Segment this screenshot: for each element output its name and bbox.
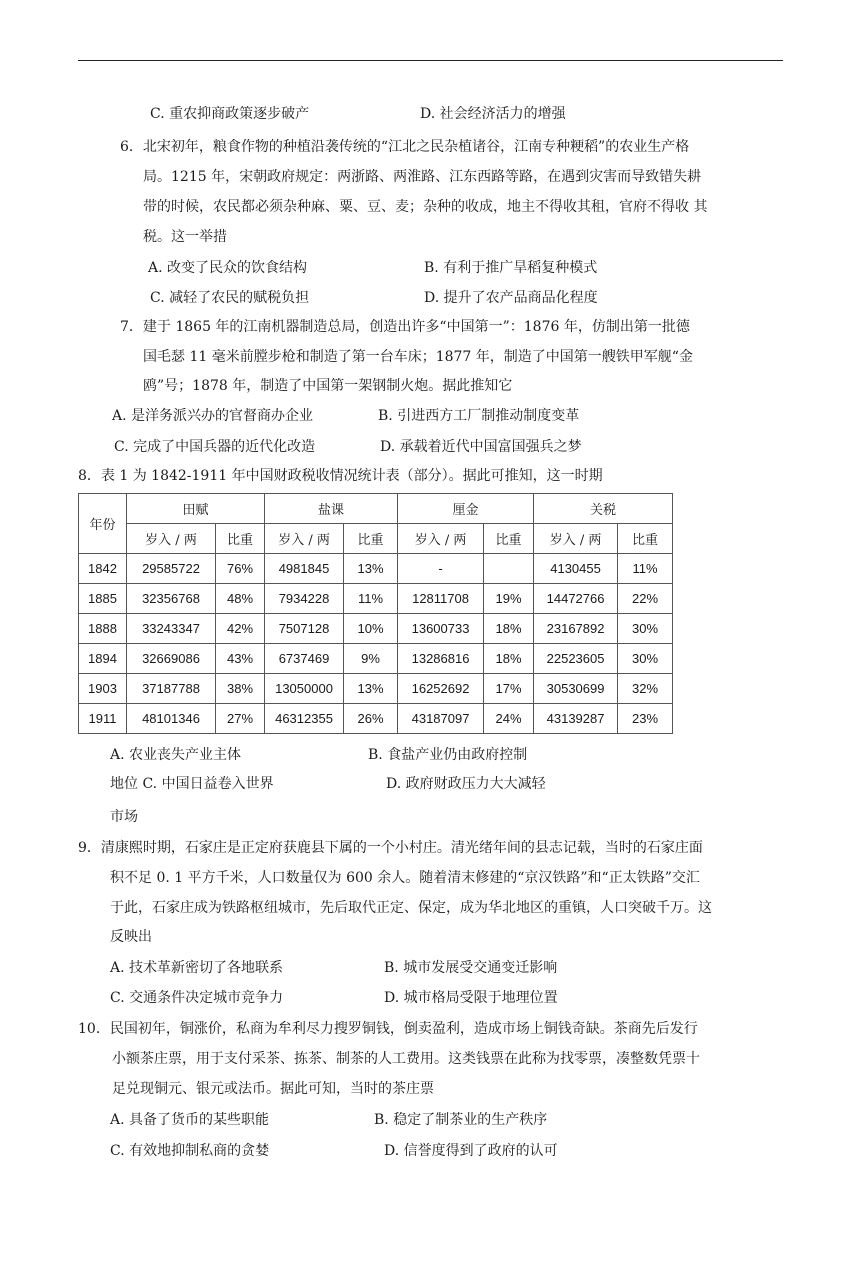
table-cell: 13050000 — [265, 674, 344, 704]
q7-option-c: C. 完成了中国兵器的近代化改造 — [114, 439, 316, 455]
table-row — [79, 644, 673, 674]
table-cell: 11% — [344, 584, 398, 614]
table-cell: 30% — [618, 614, 673, 644]
table-cell: 32356768 — [127, 584, 216, 614]
q6-stem-line1: 6．北宋初年，粮食作物的种植沿袭传统的“江北之民杂植诸谷，江南专种粳稻”的农业生产格 — [120, 139, 690, 155]
table-cell: 24% — [484, 704, 534, 734]
q5-option-c: C. 重农抑商政策逐步破产 — [150, 106, 310, 122]
header-rule — [78, 60, 783, 61]
q10-stem-line3: 足兑现铜元、银元或法币。据此可知，当时的茶庄票 — [112, 1081, 434, 1097]
table-cell — [484, 554, 534, 584]
table-cell: 30530699 — [534, 674, 618, 704]
table-cell: 1903 — [79, 674, 127, 704]
table-cell: 42% — [216, 614, 265, 644]
q6-option-a: A. 改变了民众的饮食结构 — [148, 260, 308, 276]
table-cell: 1885 — [79, 584, 127, 614]
table-cell: 32% — [618, 674, 673, 704]
q6-stem-line3: 带的时候，农民都必须杂种麻、粟、豆、麦；杂种的收成，地主不得收其租，官府不得收 其 — [143, 199, 708, 215]
table-cell: 4130455 — [534, 554, 618, 584]
q10-option-a: A. 具备了货币的某些职能 — [110, 1112, 270, 1128]
table-cell: - — [398, 554, 484, 584]
table-cell: 18% — [484, 644, 534, 674]
header-group-guanshui: 关税 — [534, 494, 673, 524]
q8-option-a: A. 农业丧失产业主体 — [110, 747, 242, 763]
q7-option-a: A. 是洋务派兴办的官督商办企业 — [112, 408, 314, 424]
table-cell: 29585722 — [127, 554, 216, 584]
q10-option-d: D. 信誉度得到了政府的认可 — [384, 1143, 558, 1159]
subheader-ratio: 比重 — [216, 524, 265, 554]
table-cell: 33243347 — [127, 614, 216, 644]
table-cell: 23167892 — [534, 614, 618, 644]
q10-stem-line2: 小额茶庄票，用于支付采茶、拣茶、制茶的人工费用。这类钱票在此称为找零票，凑整数凭票十 — [112, 1051, 700, 1067]
table-cell: 9% — [344, 644, 398, 674]
q8-option-a-cont-c: 地位 C. 中国日益卷入世界 — [110, 776, 274, 792]
q10-option-c: C. 有效地抑制私商的贪婪 — [110, 1143, 270, 1159]
table-cell: 13286816 — [398, 644, 484, 674]
q7-stem-line2: 国毛瑟 11 毫米前膛步枪和制造了第一台车床；1877 年，制造了中国第一艘铁甲军舰“金 — [143, 349, 693, 365]
q7-option-d: D. 承载着近代中国富国强兵之梦 — [380, 439, 582, 455]
tax-statistics-table — [78, 493, 673, 734]
table-cell: 4981845 — [265, 554, 344, 584]
table-cell: 12811708 — [398, 584, 484, 614]
table-cell: 43187097 — [398, 704, 484, 734]
table-cell: 32669086 — [127, 644, 216, 674]
q9-stem-line4: 反映出 — [110, 929, 152, 945]
table-subheader-row — [79, 524, 673, 554]
table-row — [79, 554, 673, 584]
table-cell: 23% — [618, 704, 673, 734]
table-cell: 43% — [216, 644, 265, 674]
q9-stem-line2: 积不足 0. 1 平方千米，人口数量仅为 600 余人。随着清末修建的“京汉铁路”和“正太铁路”交汇 — [110, 870, 700, 886]
q10-option-b: B. 稳定了制茶业的生产秩序 — [374, 1112, 548, 1128]
table-cell: 48% — [216, 584, 265, 614]
table-cell: 30% — [618, 644, 673, 674]
header-year: 年份 — [79, 494, 127, 554]
table-cell: 18% — [484, 614, 534, 644]
subheader-ratio: 比重 — [344, 524, 398, 554]
q8-stem-line1: 8．表 1 为 1842-1911 年中国财政税收情况统计表（部分）。据此可推知，这一时期 — [78, 468, 603, 484]
table-cell: 76% — [216, 554, 265, 584]
table-cell: 11% — [618, 554, 673, 584]
table-cell: 13% — [344, 554, 398, 584]
table-cell: 10% — [344, 614, 398, 644]
table-cell: 1911 — [79, 704, 127, 734]
q8-option-c-cont: 市场 — [110, 809, 138, 825]
table-cell: 19% — [484, 584, 534, 614]
q6-option-b: B. 有利于推广旱稻复种模式 — [424, 260, 598, 276]
table-header-row — [79, 494, 673, 524]
table-cell: 7507128 — [265, 614, 344, 644]
table-cell: 17% — [484, 674, 534, 704]
subheader-income: 岁入 / 两 — [265, 524, 344, 554]
q7-stem-line3: 鸥”号；1878 年，制造了中国第一架钢制火炮。据此推知它 — [143, 378, 513, 394]
q6-option-c: C. 减轻了农民的赋税负担 — [150, 290, 310, 306]
table-cell: 1894 — [79, 644, 127, 674]
q9-option-a: A. 技术革新密切了各地联系 — [110, 960, 284, 976]
table-cell: 1842 — [79, 554, 127, 584]
q10-stem-line1: 10．民国初年，铜涨价，私商为牟利尽力搜罗铜钱，倒卖盈利，造成市场上铜钱奇缺。茶商先后发行 — [78, 1021, 698, 1037]
subheader-income: 岁入 / 两 — [398, 524, 484, 554]
q8-option-d: D. 政府财政压力大大减轻 — [386, 776, 546, 792]
table-cell: 13600733 — [398, 614, 484, 644]
table-cell: 16252692 — [398, 674, 484, 704]
header-group-lijin: 厘金 — [398, 494, 534, 524]
subheader-income: 岁入 / 两 — [534, 524, 618, 554]
table-row — [79, 704, 673, 734]
table-cell: 1888 — [79, 614, 127, 644]
table-cell: 37187788 — [127, 674, 216, 704]
table-cell: 14472766 — [534, 584, 618, 614]
q9-stem-line3: 于此，石家庄成为铁路枢纽城市，先后取代正定、保定，成为华北地区的重镇，人口突破千万。这 — [110, 900, 712, 916]
table-cell: 27% — [216, 704, 265, 734]
table-cell: 46312355 — [265, 704, 344, 734]
table-row — [79, 674, 673, 704]
q9-option-b: B. 城市发展受交通变迁影响 — [384, 960, 558, 976]
table-cell: 13% — [344, 674, 398, 704]
table-cell: 38% — [216, 674, 265, 704]
q7-stem-line1: 7．建于 1865 年的江南机器制造总局，创造出许多“中国第一”：1876 年，仿制出第一批德 — [120, 319, 690, 335]
q6-option-d: D. 提升了农产品商品化程度 — [424, 290, 598, 306]
subheader-ratio: 比重 — [618, 524, 673, 554]
table-cell: 26% — [344, 704, 398, 734]
q9-option-d: D. 城市格局受限于地理位置 — [384, 990, 558, 1006]
table-cell: 48101346 — [127, 704, 216, 734]
table-row — [79, 584, 673, 614]
subheader-income: 岁入 / 两 — [127, 524, 216, 554]
subheader-ratio: 比重 — [484, 524, 534, 554]
q9-stem-line1: 9．清康熙时期，石家庄是正定府获鹿县下属的一个小村庄。清光绪年间的县志记载，当时的石家庄面 — [78, 840, 703, 856]
header-group-tianfu: 田赋 — [127, 494, 265, 524]
table-row — [79, 614, 673, 644]
q9-option-c: C. 交通条件决定城市竞争力 — [110, 990, 284, 1006]
table-cell: 22523605 — [534, 644, 618, 674]
header-group-yanke: 盐课 — [265, 494, 398, 524]
q7-option-b: B. 引进西方工厂制推动制度变革 — [378, 408, 580, 424]
q6-stem-line2: 局。1215 年，宋朝政府规定：两浙路、两淮路、江东西路等路，在遇到灾害而导致错失耕 — [143, 169, 702, 185]
q8-option-b: B. 食盐产业仍由政府控制 — [368, 747, 528, 763]
q5-option-d: D. 社会经济活力的增强 — [420, 106, 566, 122]
table-cell: 22% — [618, 584, 673, 614]
table-cell: 7934228 — [265, 584, 344, 614]
table-cell: 43139287 — [534, 704, 618, 734]
q6-stem-line4: 税。这一举措 — [143, 229, 227, 245]
table-cell: 6737469 — [265, 644, 344, 674]
